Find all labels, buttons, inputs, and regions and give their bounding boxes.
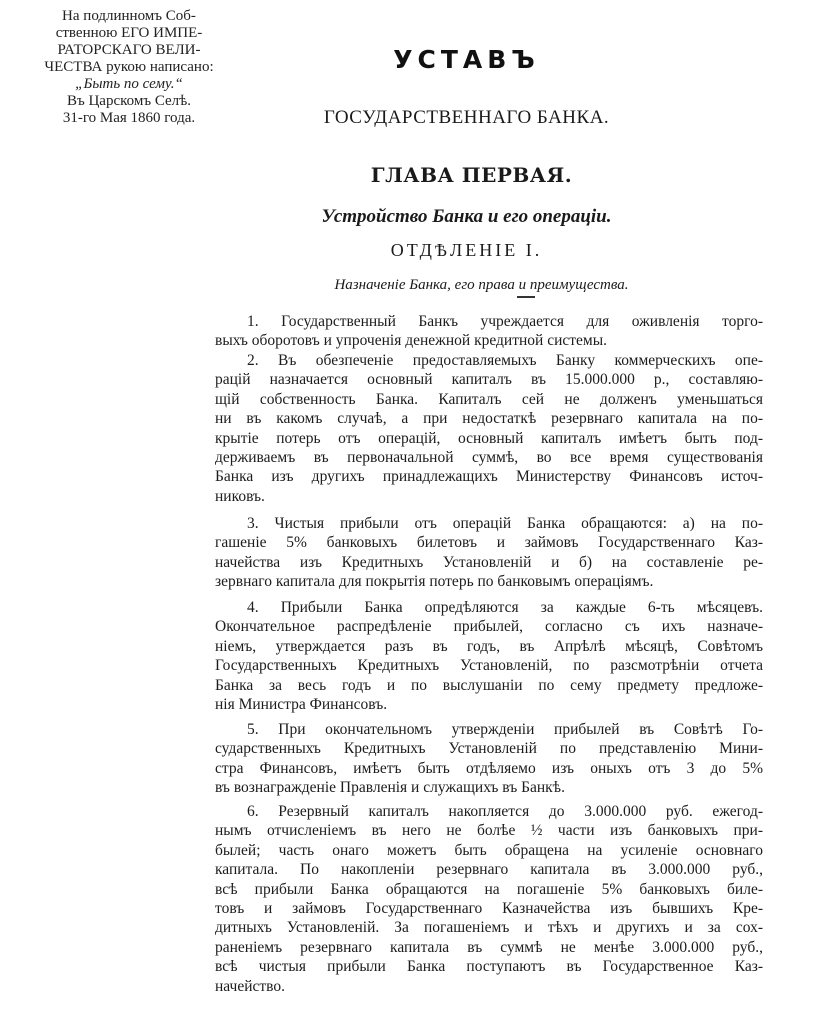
text-line: всѣ прибыли Банка обращаются на погашеніе 5% банковыхъ биле- — [215, 880, 763, 898]
text-line: никовъ. — [215, 487, 265, 505]
document-title: УСТАВЪ — [393, 45, 540, 74]
chapter-heading: ГЛАВА ПЕРВАЯ. — [370, 163, 573, 187]
approval-date: 31-го Мая 1860 года. — [62, 110, 196, 126]
text-line: рацій назначается основный капиталъ въ 15.000.000 р., составляю- — [215, 371, 763, 389]
text-line: 1. Государственный Банкъ учреждается для оживленія торго- — [247, 313, 763, 330]
section-subtitle: Назначеніе Банка, его права и преимущества. — [334, 277, 629, 293]
text-line: держиваемъ въ первоначальной суммѣ, во все время существованія — [215, 449, 763, 467]
text-line: Государственныхъ Кредитныхъ Установленій, по разсмотрѣніи отчета — [215, 657, 763, 675]
text-line: щій собственность Банка. Капиталъ сей не долженъ уменьшаться — [215, 390, 763, 408]
text-line: начейство. — [215, 977, 286, 995]
text-line: ніемъ, утверждается разъ въ годъ, въ Апрѣлѣ мѣсяцѣ, Совѣтомъ — [215, 637, 763, 655]
text-line: ни въ какомъ случаѣ, а при недостаткѣ резервнаго капитала на по- — [215, 410, 763, 428]
text-line: стра Финансовъ, имѣетъ быть отдѣляемо изъ оныхъ отъ 3 до 5% — [215, 759, 763, 777]
approval-line: ЧЕСТВА рукою написано: — [44, 59, 214, 75]
text-line: 5. При окончательномъ утвержденіи прибылей въ Совѣтѣ Го- — [247, 721, 763, 738]
text-line: товъ и займовъ Государственнаго Казначейства изъ бывшихъ Кре- — [215, 900, 763, 918]
text-line: гашеніе 5% банковыхъ билетовъ и займовъ Государственнаго Каз- — [215, 534, 763, 552]
article-2 — [215, 351, 763, 506]
approval-line: Въ Царскомъ Селѣ. — [66, 93, 192, 109]
approval-quote: „Быть по сему.“ — [75, 76, 183, 92]
text-line: былей; часть онаго можетъ быть обращена на усиленіе основнаго — [215, 841, 763, 859]
text-line: 2. Въ обезпеченіе предоставляемыхъ Банку коммерческихъ опе- — [247, 352, 763, 369]
text-line: Банка изъ другихъ принадлежащихъ Министерству Финансовъ источ- — [215, 468, 763, 486]
article-1 — [215, 312, 763, 351]
text-line: Окончательное распредѣленіе прибылей, согласно съ ихъ назначе- — [215, 618, 763, 636]
approval-line: РАТОРСКАГО ВЕЛИ- — [57, 42, 201, 58]
approval-line: На подлинномъ Соб- — [62, 8, 196, 24]
text-line: 4. Прибыли Банка опредѣляются за каждые 6-ть мѣсяцевъ. — [247, 599, 763, 616]
decorative-dash — [517, 296, 535, 298]
text-line: нымъ отчисленіемъ въ него не болѣе ½ части изъ банковыхъ при- — [215, 822, 763, 840]
text-line: всѣ чистыя прибыли Банка поступаютъ въ Государственное Каз- — [215, 958, 763, 976]
article-4 — [215, 598, 763, 714]
text-line: крытіе потерь отъ операцій, основный капиталъ имѣетъ быть под- — [215, 429, 763, 447]
text-line: капитала. По накопленіи резервнаго капитала въ 3.000.000 руб., — [215, 861, 763, 879]
text-line: въ вознагражденіе Правленія и служащихъ въ Банкѣ. — [215, 779, 565, 797]
document-subtitle: ГОСУДАРСТВЕННАГО БАНКА. — [323, 107, 610, 128]
article-5 — [215, 720, 763, 798]
article-3 — [215, 514, 763, 592]
text-line: начейства изъ Кредитныхъ Установленій и б) на составленіе ре- — [215, 553, 763, 571]
text-line: 6. Резервный капиталъ накопляется до 3.000.000 руб. ежегод- — [247, 803, 763, 820]
chapter-subtitle: Устройство Банка и его операціи. — [321, 206, 612, 227]
text-line: нія Министра Финансовъ. — [215, 696, 388, 714]
section-heading: ОТДѢЛЕНІЕ I. — [390, 240, 543, 260]
text-line: дитныхъ Установленій. За погашеніемъ и тѣхъ и другихъ и за сох- — [215, 919, 763, 937]
text-line: раненіемъ резервнаго капитала въ суммѣ не менѣе 3.000.000 руб., — [215, 938, 763, 956]
article-6 — [215, 802, 763, 996]
text-line: зервнаго капитала для покрытія потерь по банковымъ операціямъ. — [215, 573, 654, 591]
text-line: 3. Чистыя прибыли отъ операцій Банка обращаются: а) на по- — [247, 515, 763, 532]
text-line: Банка за весь годъ и по выслушаніи по сему предмету предложе- — [215, 676, 763, 694]
text-line: сударственныхъ Кредитныхъ Установленій по представленію Мини- — [215, 740, 763, 758]
approval-line: ственною ЕГО ИМПЕ- — [55, 25, 203, 41]
text-line: выхъ оборотовъ и упроченія денежной кредитной системы. — [215, 332, 607, 350]
